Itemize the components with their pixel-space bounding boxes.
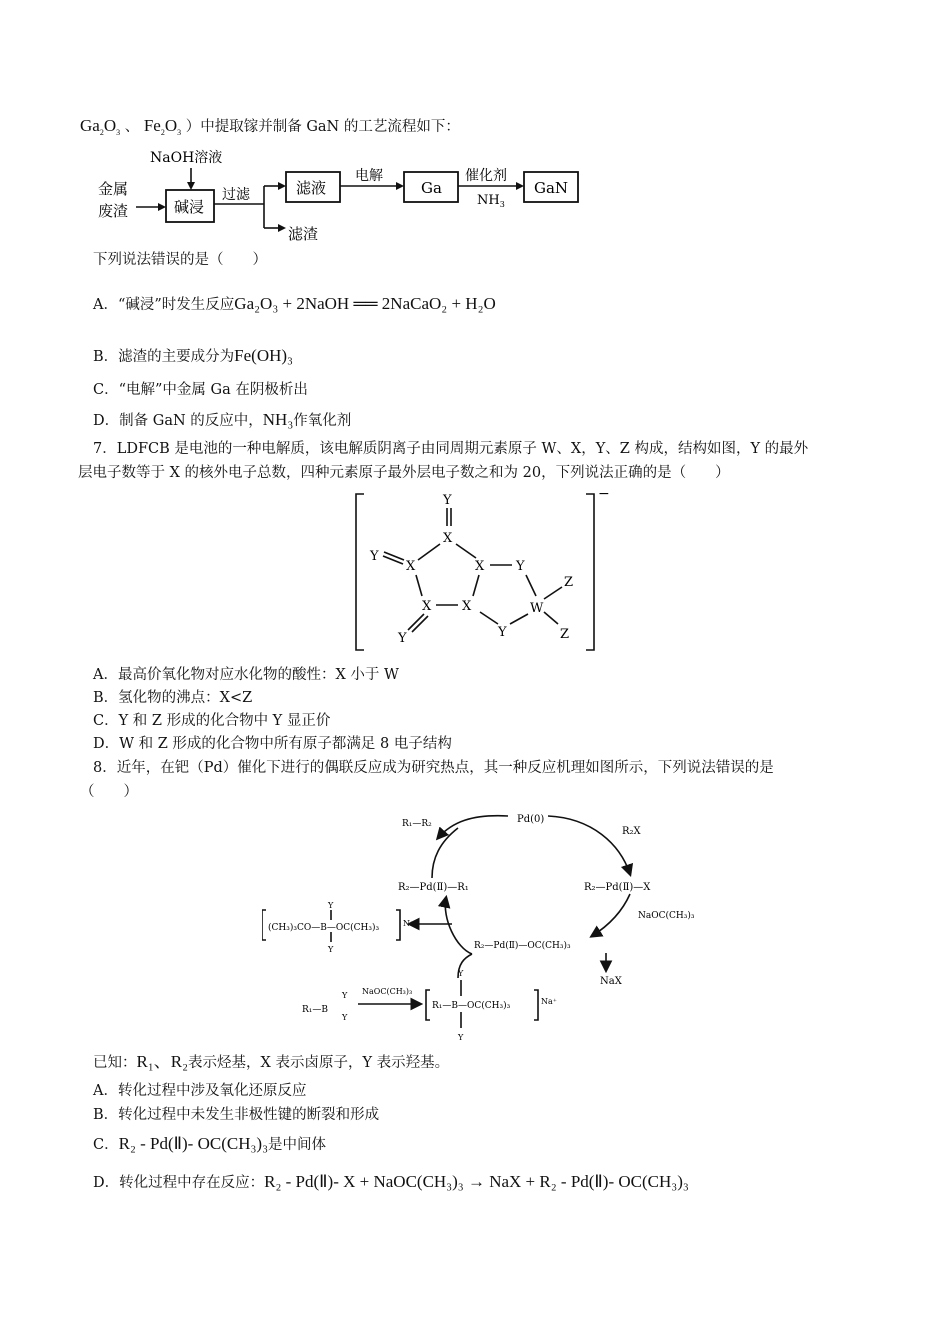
atom-x-left: X xyxy=(406,559,416,574)
q6-option-a[interactable]: A．“碱浸”时发生反应Ga₂O₃ + 2NaOH ══ 2NaCaO₂ + H₂O xyxy=(93,294,496,313)
cycle-r1r2: R₁—R₂ xyxy=(402,819,432,829)
q7-option-a[interactable]: A．最高价氧化物对应水化物的酸性：X 小于 W xyxy=(93,667,399,683)
atom-y-left: Y xyxy=(370,549,379,564)
atom-y-right-top: Y xyxy=(516,559,525,574)
q8-known: 已知：R₁、R₂表示烃基，X 表示卤原子，Y 表示羟基。 xyxy=(93,1052,450,1071)
flow-filter: 过滤 xyxy=(222,187,250,203)
atom-x-top: X xyxy=(443,531,453,546)
q8-d-equation: R₂ - Pd(Ⅱ)- X + NaOC(CH₃)₃ → NaX + R₂ - Pd(Ⅱ)- OC(CH₃)₃ xyxy=(264,1172,689,1191)
atom-x-bottom-right: X xyxy=(462,599,472,614)
q6-a-equation: Ga₂O₃ + 2NaOH ══ 2NaCaO₂ + H₂O xyxy=(234,294,496,313)
cycle-r2pdr1: R₂—Pd(Ⅱ)—R₁ xyxy=(398,882,469,893)
cycle-y-r1b-top: Y xyxy=(342,991,348,1000)
q6-stem: 下列说法错误的是（ ） xyxy=(93,252,267,268)
flow-ga: Ga xyxy=(421,179,442,197)
cycle-na-right: Na⁺ xyxy=(541,997,557,1006)
atom-x-mid-right: X xyxy=(475,559,485,574)
q8-stem-line2: （ ） xyxy=(80,784,138,800)
cycle-r2pdoc: R₂—Pd(Ⅱ)—OC(CH₃)₃ xyxy=(474,941,571,951)
atom-w: W xyxy=(530,601,544,616)
process-flow-diagram xyxy=(88,142,588,248)
cycle-naoc2: NaOC(CH₃)₃ xyxy=(362,987,413,996)
flow-catalyst: 催化剂 xyxy=(465,168,507,184)
q6-d-formula: NH₃ xyxy=(262,410,294,429)
q7-stem-line1: 7．LDFCB 是电池的一种电解质，该电解质阴离子由同周期元素原子 W、X，Y、Z 构成，结构如图，Y 的最外 xyxy=(93,441,809,457)
q8-known-formula: R₁、R₂ xyxy=(136,1052,189,1071)
flow-filtrate: 滤液 xyxy=(296,179,327,197)
atom-x-bottom-left: X xyxy=(422,599,432,614)
cycle-r2x: R₂X xyxy=(622,826,641,837)
q8-c-formula: R₂ - Pd(Ⅱ)- OC(CH₃)₃ xyxy=(118,1134,268,1153)
flow-residue: 滤渣 xyxy=(288,225,319,243)
ga2o3-formula: $Ga_2O_3$ xyxy=(80,116,121,137)
cycle-borate-left: (CH₃)₃CO—B—OC(CH₃)₃ xyxy=(268,923,380,933)
q6-option-b[interactable]: B．滤渣的主要成分为Fe(OH)₃ xyxy=(93,346,293,365)
atom-y-bottom-left: Y xyxy=(398,631,407,646)
anion-charge: − xyxy=(598,486,610,502)
cycle-naoc: NaOC(CH₃)₃ xyxy=(638,911,695,921)
q7-option-c[interactable]: C．Y 和 Z 形成的化合物中 Y 显正价 xyxy=(93,713,331,729)
intro-line: $Ga_2O_3$ 、 $Fe_2O_3$ ）中提取镓并制备 GaN 的工艺流程如下： xyxy=(80,116,460,137)
cycle-y-r1b-bottom: Y xyxy=(342,1013,348,1022)
flow-gan: GaN xyxy=(534,179,569,197)
q7-option-d[interactable]: D．W 和 Z 形成的化合物中所有原子都满足 8 电子结构 xyxy=(93,736,452,752)
atom-y-bottom: Y xyxy=(498,625,507,640)
cycle-pd0: Pd(0) xyxy=(517,814,545,825)
cycle-r2pdx: R₂—Pd(Ⅱ)—X xyxy=(584,882,651,893)
fe2o3-formula: $Fe_2O_3$ xyxy=(143,116,182,137)
q6-b-formula: Fe(OH)₃ xyxy=(234,346,293,365)
cycle-r1b: R₁—B xyxy=(302,1005,328,1015)
atom-y-top: Y xyxy=(443,493,452,508)
flow-leach: 碱浸 xyxy=(174,198,205,216)
atom-z-bottom: Z xyxy=(560,627,570,642)
cycle-y-left-bottom: Y xyxy=(328,945,334,954)
flow-nh3: $NH_3$ xyxy=(477,193,505,209)
q7-stem-line2: 层电子数等于 X 的核外电子总数，四种元素原子最外层电子数之和为 20，下列说法正确的是（ ） xyxy=(78,465,730,481)
cycle-na-left: Na⁺ xyxy=(403,919,419,928)
q6-option-c[interactable]: C．“电解”中金属 Ga 在阴极析出 xyxy=(93,382,308,398)
q8-option-a[interactable]: A．转化过程中涉及氧化还原反应 xyxy=(93,1083,307,1099)
q6-option-d[interactable]: D．制备 GaN 的反应中，NH₃作氧化剂 xyxy=(93,410,352,429)
q8-option-c[interactable]: C．R₂ - Pd(Ⅱ)- OC(CH₃)₃是中间体 xyxy=(93,1134,326,1153)
flow-raw-2: 废渣 xyxy=(98,202,129,220)
cycle-y-left-top: Y xyxy=(328,901,334,910)
q7-option-b[interactable]: B．氢化物的沸点：X<Z xyxy=(93,690,253,706)
cycle-nax: NaX xyxy=(600,976,622,987)
flow-naoh: NaOH溶液 xyxy=(150,150,223,166)
cycle-y-right-top: Y xyxy=(458,969,464,978)
anion-structure-diagram xyxy=(350,486,610,656)
flow-electrolysis: 电解 xyxy=(355,168,383,184)
q8-option-b[interactable]: B．转化过程中未发生非极性键的断裂和形成 xyxy=(93,1107,380,1123)
cycle-borate-right: R₁—B—OC(CH₃)₃ xyxy=(432,1001,511,1011)
flow-raw-1: 金属 xyxy=(98,180,129,198)
atom-z-top: Z xyxy=(564,575,574,590)
catalytic-cycle-diagram xyxy=(262,808,712,1046)
q8-stem-line1: 8．近年，在钯（Pd）催化下进行的偶联反应成为研究热点，其一种反应机理如图所示，下列说法错误的是 xyxy=(93,760,774,776)
cycle-y-right-bottom: Y xyxy=(458,1033,464,1042)
q8-option-d[interactable]: D．转化过程中存在反应：R₂ - Pd(Ⅱ)- X + NaOC(CH₃)₃ → NaX + R₂ - Pd(Ⅱ)- OC(CH₃)₃ xyxy=(93,1172,689,1191)
